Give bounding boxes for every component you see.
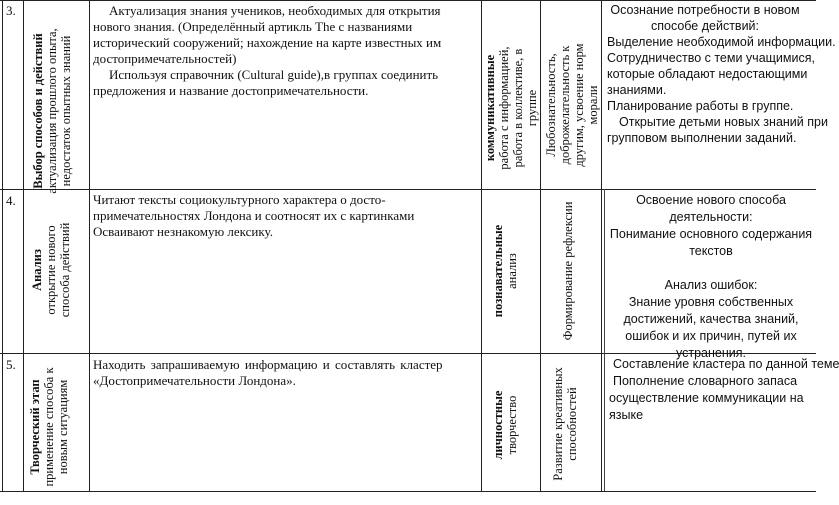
stage-title: Анализ [30,249,44,291]
results-cell [607,2,837,146]
result-line: осуществление коммуникации на [609,391,804,405]
content-line: «Достопримечательности Лондона». [93,373,296,388]
result-line: групповом выполнении заданий. [607,131,797,145]
col-line-4 [540,0,541,492]
uud-description: работа с информацией, работа в коллективе, в группе [497,46,539,170]
content-line: примечательностях Лондона и соотносят их с картинками [93,208,415,223]
result-line: Составление кластера по данной теме [613,357,839,371]
result-line: Осознание потребности в новом [610,3,800,17]
col-line-2 [89,0,90,492]
content-cell [93,3,478,99]
results-cell [607,192,815,362]
result-line: устранения. [676,346,746,360]
result-line: Знание уровня собственных [628,295,794,309]
row-number: 4. [6,193,16,208]
content-line: Находить запрашиваемую информацию и составлять кластер [93,357,443,372]
personal-result: Развитие креативных способностей [551,367,579,481]
result-line: деятельности: [669,210,753,224]
result-line: Открытие детьми новых знаний при [619,115,828,129]
content-line: исторический сооружений; нахождение на карте известных им [93,35,442,50]
table-border-bottom [0,491,816,492]
stage-description: применение способа к новым ситуациям [42,367,70,487]
content-cell [93,192,478,240]
col-line-5 [601,0,602,492]
row-divider-3-4 [0,189,816,190]
result-line: Сотрудничество с теми учащимися, [607,51,815,65]
result-line: Освоение нового способа [636,193,786,207]
row-number: 3. [6,3,16,18]
row-number: 5. [6,357,16,372]
content-cell [93,357,476,389]
stage-title: Выбор способов и действий [31,33,45,189]
result-line: способе действий: [650,19,760,33]
uud-cell [483,28,539,188]
uud-type: личностные [491,390,505,460]
result-line: Понимание основного содержания [609,227,813,241]
uud-description: анализ [505,253,519,289]
result-line: языке [609,408,644,422]
personal-result: Формирование рефлексии [561,201,575,341]
col-line-1 [23,0,24,492]
stage-cell [31,19,81,203]
content-line: Актуализация знания учеников, необходимых для открытия [109,3,441,18]
stage-cell [30,198,80,342]
content-line: Используя справочник (Cultural guide),в группах соединить [109,67,439,82]
stage-description: актуализация прошлого опыта, недостаток опытных знаний [45,28,73,194]
table-border-top [0,0,816,1]
result-line: ошибок и их причин, путей их [625,329,797,343]
content-line: предложения и название достопримечательности. [93,83,369,98]
uud-cell [491,354,531,496]
result-line: текстов [689,244,733,258]
col-line-5b [604,189,605,491]
uud-cell [491,191,531,351]
col-line-0 [2,0,3,492]
result-line: Планирование работы в группе. [607,99,794,113]
uud-description: творчество [505,395,519,455]
personal-cell [551,353,591,495]
stage-description: открытие нового способа действий [44,222,72,318]
personal-cell [544,24,598,186]
personal-cell [561,191,579,351]
result-line: знаниями. [607,83,667,97]
content-line: Осваивают незнакомую лексику. [93,224,273,239]
result-line [607,260,815,277]
content-line: Читают тексты социокультурного характера о досто- [93,192,386,207]
stage-title: Творческий этап [28,379,42,475]
content-line: достопримечательностей) [93,51,237,66]
results-cell [609,356,839,424]
content-line: нового знания. (Определённый артикль The с названиями [93,19,413,34]
result-line: Выделение необходимой информации. [607,35,836,49]
uud-type: познавательные [491,224,505,318]
result-line: достижений, качества знаний, [623,312,799,326]
uud-type: коммуникативные [483,54,497,162]
col-line-3 [481,0,482,492]
result-line: которые обладают недостающими [607,67,808,81]
stage-cell [28,360,82,494]
result-line: Пополнение словарного запаса [613,374,798,388]
personal-result: Любознательность, доброжелательность к другим, усвоение норм морали [544,43,600,167]
result-line: Анализ ошибок: [664,278,758,292]
